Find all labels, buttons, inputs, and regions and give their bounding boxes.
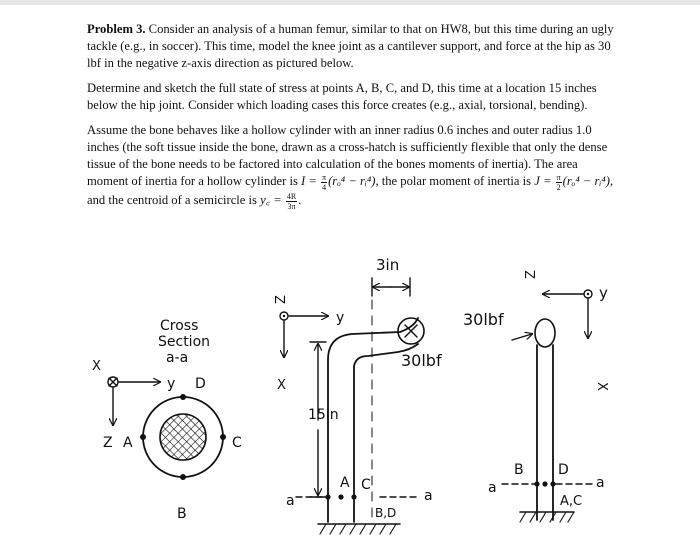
marker-a-dot xyxy=(140,434,146,440)
front-point-ac-dot xyxy=(542,481,547,486)
side-axis-origin-dot xyxy=(283,315,285,317)
front-force-arrow xyxy=(512,334,532,340)
polar-intro: , the polar moment of inertia is xyxy=(375,174,535,188)
centroid-lhs: y꜀ = xyxy=(260,193,285,207)
side-point-c-label: C xyxy=(361,477,371,493)
cross-section-title-3: a-a xyxy=(166,350,189,366)
inertia-lhs: I = xyxy=(301,174,321,188)
front-ground-hatch xyxy=(520,512,574,522)
cross-section-view xyxy=(92,318,242,522)
front-point-ac-label: A,C xyxy=(560,494,583,509)
centroid-end: . xyxy=(298,193,302,207)
front-force-label: 30lbf xyxy=(463,310,504,329)
front-point-d-label: D xyxy=(558,462,569,478)
front-axis-x-label: X xyxy=(594,382,609,391)
side-section-right-label: a xyxy=(424,488,433,504)
cross-section-title-1: Cross xyxy=(160,318,199,334)
front-axis-y-label: y xyxy=(599,284,608,302)
dim-15in-label: 15in xyxy=(308,407,339,423)
polar-lhs: J = xyxy=(534,174,555,188)
polar-expr: (rₒ⁴ − rᵢ⁴) xyxy=(562,174,610,188)
centroid-den: 3π xyxy=(287,202,296,211)
side-axis-y-label: y xyxy=(336,310,345,326)
side-axis-x-label: X xyxy=(277,378,286,393)
paragraph-1-text: Consider an analysis of a human femur, similar to that on HW8, but this time during an ugly tackle (e.g., in soccer). This time, model the knee joint as a cantilever support, and force at the hip as 30 lbf in the negative z-axis direction as pictured below. xyxy=(87,22,614,70)
front-point-d-dot xyxy=(550,481,555,486)
side-point-a-dot xyxy=(325,494,330,499)
axis-y-label: y xyxy=(167,376,176,392)
point-b-label: B xyxy=(177,506,187,522)
front-axis-origin-dot xyxy=(587,293,589,295)
centroid-intro: , and the centroid of a semicircle is xyxy=(87,174,614,207)
cross-section-title-2: Section xyxy=(158,334,211,350)
side-ground-hatch xyxy=(320,524,396,534)
front-point-b-label: B xyxy=(514,462,524,478)
point-c-label: C xyxy=(232,435,242,451)
side-axis-z-label: Z xyxy=(274,295,289,304)
side-point-bd-dot xyxy=(338,494,343,499)
problem-label: Problem 3. xyxy=(87,22,146,36)
polar-den: 2 xyxy=(556,183,561,192)
front-axis-z-label: Z xyxy=(524,270,539,279)
axis-x-label: X xyxy=(92,359,101,374)
front-femur-head xyxy=(535,319,555,347)
side-force-label: 30lbf xyxy=(401,351,442,370)
polar-num: π xyxy=(556,173,561,182)
inertia-expr: (rₒ⁴ − rᵢ⁴) xyxy=(328,174,376,188)
front-point-b-dot xyxy=(534,481,539,486)
side-point-a-label: A xyxy=(340,475,350,491)
paragraph-3-text: Assume the bone behaves like a hollow cylinder with an inner radius 0.6 inches and outer radius 1.0 inches (the soft tissue inside the bone, drawn as a cross-hatch is sufficiently flexible that only the dense tissue of the bone needs to be factored into calculation of the bones moments of inertia). The area moment of inertia for a hollow cylinder is xyxy=(87,123,608,188)
front-section-right-label: a xyxy=(596,475,605,491)
bone-soft-tissue xyxy=(160,414,206,460)
femur-side-inner xyxy=(354,344,418,522)
inertia-den: 4 xyxy=(322,183,327,192)
side-point-bd-label: B,D xyxy=(375,506,397,520)
paragraph-2: Determine and sketch the full state of stress at points A, B, C, and D, this time at a location 15 inches below the hip joint. Consider which loading cases this force creates (e.g., axial, torsional, bending). xyxy=(87,81,597,112)
front-section-left-label: a xyxy=(488,480,497,496)
inertia-num: π xyxy=(322,173,327,182)
side-point-c-dot xyxy=(351,494,356,499)
dim-3in-label: 3in xyxy=(376,256,400,274)
axis-z-label: Z xyxy=(103,435,113,451)
point-d-label: D xyxy=(195,376,206,392)
centroid-num: 4R xyxy=(286,192,297,201)
marker-b-dot xyxy=(180,474,186,480)
marker-d-dot xyxy=(180,394,186,400)
point-a-label: A xyxy=(123,435,133,451)
marker-c-dot xyxy=(220,434,226,440)
side-view xyxy=(274,256,442,534)
side-section-left-label: a xyxy=(286,493,295,509)
femur-side-outline xyxy=(328,318,418,522)
front-view xyxy=(463,270,609,522)
